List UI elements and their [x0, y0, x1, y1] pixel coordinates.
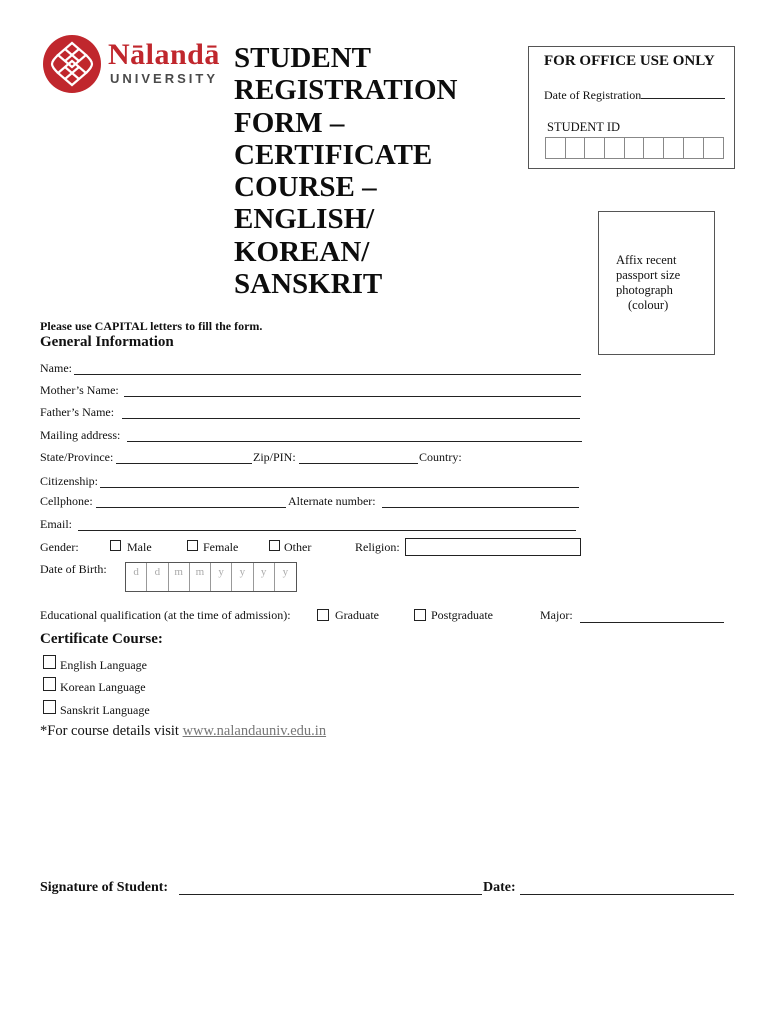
registration-date-label: Date of Registration: [544, 88, 642, 102]
photo-text-line: passport size: [616, 268, 681, 282]
graduate-checkbox[interactable]: [317, 609, 329, 621]
photo-instructions: [616, 253, 706, 313]
cellphone-label: Cellphone:: [40, 494, 93, 508]
english-language-label: English Language: [60, 658, 147, 672]
form-title: [234, 42, 484, 300]
dob-month-box[interactable]: m: [190, 563, 211, 591]
female-checkbox[interactable]: [187, 540, 198, 551]
major-label: Major:: [540, 608, 573, 622]
office-use-title: FOR OFFICE USE ONLY: [544, 53, 715, 69]
postgraduate-label: Postgraduate: [431, 608, 493, 622]
other-label: Other: [284, 540, 312, 554]
dob-year-box[interactable]: y: [211, 563, 232, 591]
sanskrit-checkbox[interactable]: [43, 700, 56, 714]
title-line: KOREAN/: [234, 235, 370, 268]
gender-label: Gender:: [40, 540, 79, 554]
mother-name-label: Mother’s Name:: [40, 383, 119, 397]
date-label: Date:: [483, 880, 516, 895]
general-information-heading: General Information: [40, 334, 174, 350]
university-logo-emblem: [42, 33, 102, 95]
date-field[interactable]: [520, 894, 734, 895]
cellphone-field[interactable]: [96, 507, 286, 508]
student-id-label: STUDENT ID: [547, 120, 621, 134]
english-checkbox[interactable]: [43, 655, 56, 669]
zip-label: Zip/PIN:: [253, 450, 296, 464]
alternate-number-field[interactable]: [382, 507, 579, 508]
country-label: Country:: [419, 450, 462, 464]
title-line: REGISTRATION: [234, 74, 458, 107]
zip-field[interactable]: [299, 463, 418, 464]
date-of-birth-label: Date of Birth:: [40, 562, 107, 576]
dob-year-box[interactable]: y: [282, 566, 289, 578]
religion-field[interactable]: [405, 538, 581, 556]
title-line: SANSKRIT: [234, 268, 383, 301]
date-of-birth-field[interactable]: [125, 562, 297, 592]
title-line: CERTIFICATE: [234, 138, 433, 171]
course-details-note: [40, 723, 326, 740]
photo-text-line: photograph: [616, 283, 673, 297]
registration-date-field[interactable]: [544, 88, 725, 103]
major-field[interactable]: [580, 622, 724, 623]
course-details-prefix: *For course details visit: [40, 723, 183, 739]
graduate-label: Graduate: [335, 608, 379, 622]
education-label: Educational qualification (at the time of admission):: [40, 608, 291, 622]
dob-year-box[interactable]: y: [254, 563, 275, 591]
photo-text-line: (colour): [628, 298, 669, 312]
certificate-course-heading: Certificate Course:: [40, 631, 163, 647]
email-field[interactable]: [78, 530, 576, 531]
korean-checkbox[interactable]: [43, 677, 56, 691]
other-checkbox[interactable]: [269, 540, 280, 551]
course-details-link[interactable]: www.nalandauniv.edu.in: [182, 723, 327, 739]
university-logo-subtitle: UNIVERSITY: [110, 71, 219, 86]
title-line: FORM –: [234, 106, 345, 139]
mailing-address-label: Mailing address:: [40, 428, 121, 442]
citizenship-label: Citizenship:: [40, 474, 98, 488]
sanskrit-language-label: Sanskrit Language: [60, 703, 150, 717]
dob-day-box[interactable]: d: [126, 563, 147, 591]
photo-text-line: Affix recent: [616, 253, 677, 267]
mother-name-field[interactable]: [124, 396, 581, 397]
university-logo-name: Nālandā: [108, 38, 220, 71]
postgraduate-checkbox[interactable]: [414, 609, 426, 621]
title-line: COURSE –: [234, 171, 377, 204]
citizenship-field[interactable]: [100, 487, 579, 488]
alternate-number-label: Alternate number:: [288, 494, 376, 508]
name-field[interactable]: [74, 374, 581, 375]
signature-field[interactable]: [179, 894, 482, 895]
father-name-label: Father’s Name:: [40, 405, 115, 419]
state-label: State/Province:: [40, 450, 114, 464]
state-field[interactable]: [116, 463, 252, 464]
student-id-boxes[interactable]: [545, 137, 724, 159]
name-label: Name:: [40, 361, 72, 375]
dob-day-box[interactable]: d: [147, 563, 168, 591]
email-label: Email:: [40, 517, 72, 531]
mailing-address-field[interactable]: [127, 441, 582, 442]
father-name-field[interactable]: [122, 418, 580, 419]
title-line: STUDENT: [234, 42, 371, 74]
male-checkbox[interactable]: [110, 540, 121, 551]
capital-letters-note: Please use CAPITAL letters to fill the form.: [40, 319, 263, 333]
korean-language-label: Korean Language: [60, 680, 146, 694]
signature-label: Signature of Student:: [40, 880, 169, 895]
female-label: Female: [203, 540, 239, 554]
male-label: Male: [127, 540, 152, 554]
title-line: ENGLISH/: [234, 203, 375, 236]
dob-year-box[interactable]: y: [232, 563, 253, 591]
dob-month-box[interactable]: m: [169, 563, 190, 591]
religion-label: Religion:: [355, 540, 400, 554]
